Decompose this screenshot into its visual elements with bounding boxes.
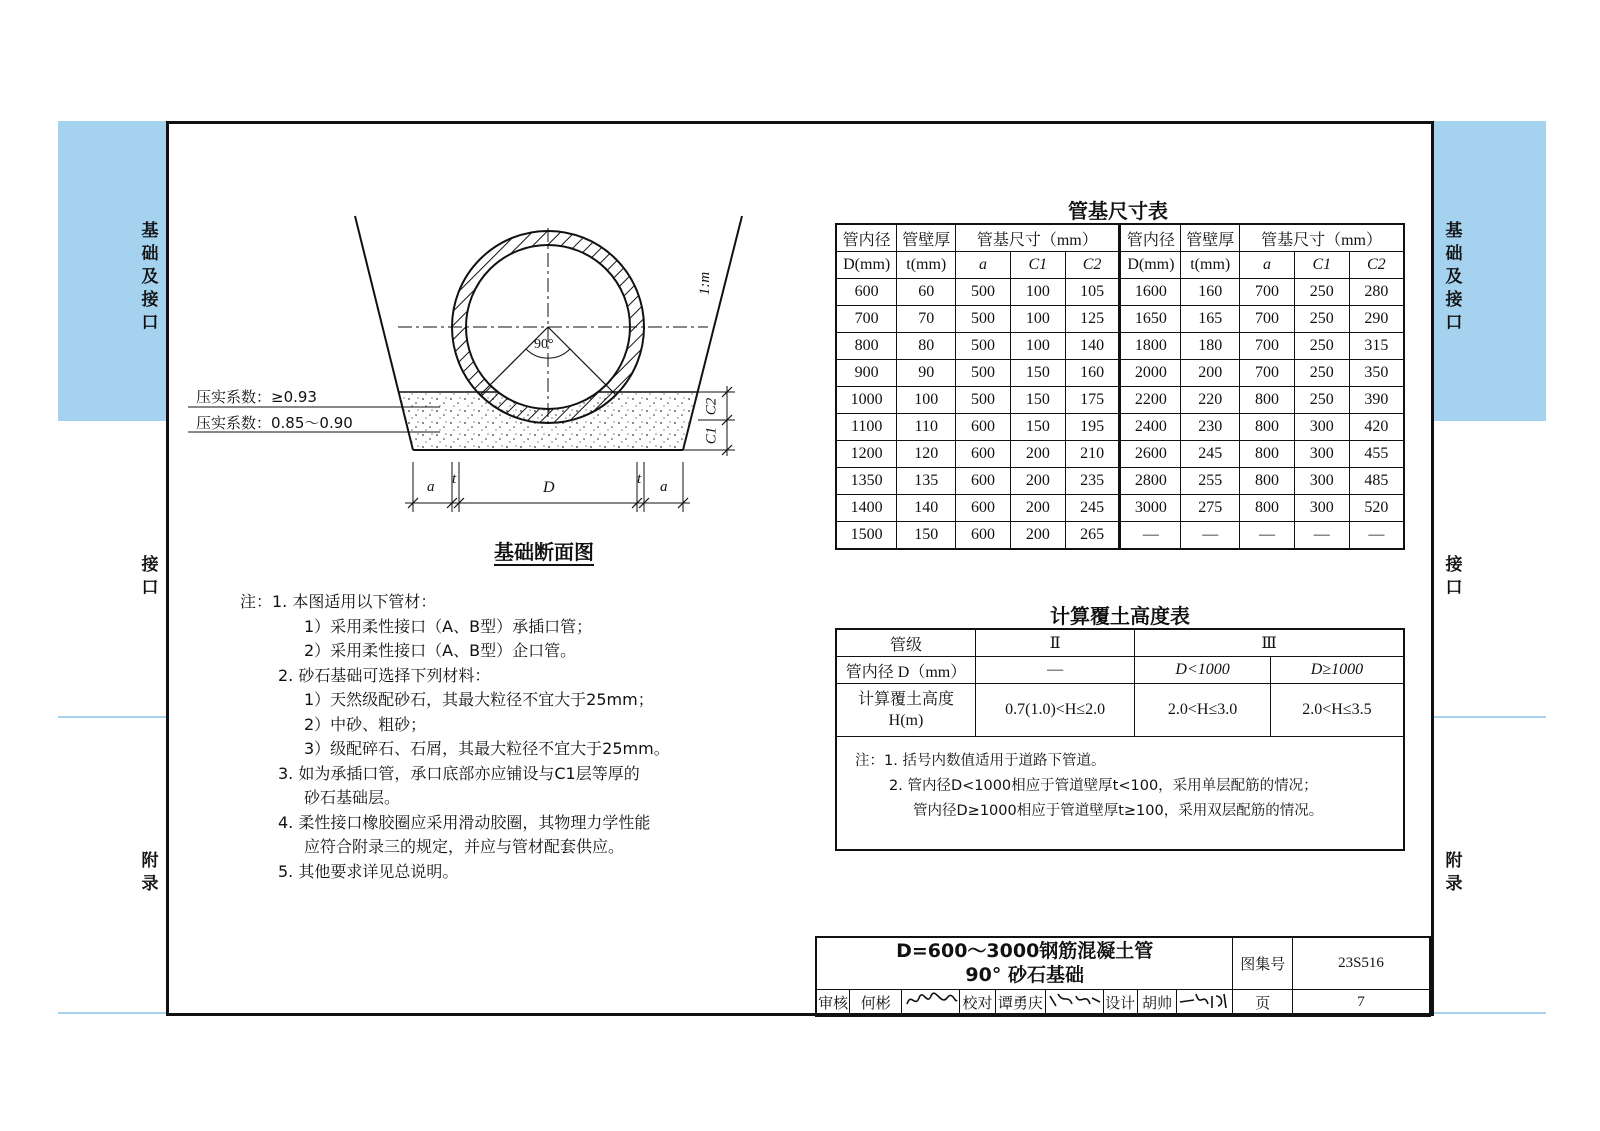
table-cell: 1800 [1120, 333, 1181, 360]
right-tab-appendix-label: 附 录 [1445, 851, 1463, 894]
table-cell: 125 [1065, 306, 1120, 333]
left-tab-appendix[interactable] [140, 850, 160, 896]
t2-d-lt-1000: D<1000 [1135, 657, 1271, 684]
table-cell: — [1349, 522, 1404, 550]
table-cell: 315 [1349, 333, 1404, 360]
table-cell: 1400 [836, 495, 897, 522]
t2-d-ge-1000: D≥1000 [1270, 657, 1404, 684]
table-cell: 300 [1294, 495, 1349, 522]
table-cell: 1500 [836, 522, 897, 550]
left-tab-appendix-label: 附 录 [141, 851, 159, 894]
th-c2: C2 [1065, 252, 1120, 279]
base-size-table-body [836, 279, 1404, 550]
t2-h-label-1: 计算覆土高度 [857, 691, 954, 708]
table-cell: 165 [1181, 306, 1240, 333]
note-line: 3. 如为承插口管，承口底部亦应铺设与C1层等厚的 [278, 763, 640, 783]
table-cell: 800 [1240, 495, 1295, 522]
table-cell: 700 [1240, 279, 1295, 306]
table-cell: 2600 [1120, 441, 1181, 468]
table-cell: 220 [1181, 387, 1240, 414]
dim-a-left: a [427, 479, 435, 495]
table-cell: 105 [1065, 279, 1120, 306]
table-cell: 180 [1181, 333, 1240, 360]
th-c2: C2 [1349, 252, 1404, 279]
t2-grade-ii: Ⅱ [975, 629, 1134, 657]
table-cell: 210 [1065, 441, 1120, 468]
table-cell: 2000 [1120, 360, 1181, 387]
table-cell: 245 [1181, 441, 1240, 468]
note-line: 1）天然级配砂石，其最大粒径不宜大于25mm； [304, 690, 654, 709]
table-cell: 300 [1294, 414, 1349, 441]
table-cell: 700 [1240, 333, 1295, 360]
note-line: 2）中砂、粗砂； [304, 714, 427, 734]
t2-h-label-2: H(m) [888, 712, 924, 729]
table-row [836, 441, 1404, 468]
note-line: 3）级配碎石、石屑，其最大粒径不宜大于25mm。 [304, 739, 670, 758]
table-cell: 300 [1294, 441, 1349, 468]
table-cell: 300 [1294, 468, 1349, 495]
review-label: 审核 [816, 989, 850, 1016]
table-cell: 500 [956, 306, 1011, 333]
th-base: 管基尺寸（mm） [1240, 224, 1404, 252]
table-cell: — [1181, 522, 1240, 550]
table-cell: 265 [1065, 522, 1120, 550]
title-block [815, 936, 1431, 1017]
designer-signature [1177, 989, 1233, 1016]
table-cell: 280 [1349, 279, 1404, 306]
table-cell: 100 [1010, 279, 1065, 306]
table-cell: 200 [1010, 441, 1065, 468]
table-cell: 2400 [1120, 414, 1181, 441]
section-title: 基础断面图 [494, 540, 594, 564]
th-base: 管基尺寸（mm） [956, 224, 1120, 252]
table-cell: 500 [956, 360, 1011, 387]
checker-name: 谭勇庆 [995, 989, 1045, 1016]
table-cell: 800 [1240, 468, 1295, 495]
th-t: 管壁厚 [1181, 224, 1240, 252]
table-cell: 140 [897, 495, 956, 522]
th-a: a [1240, 252, 1295, 279]
table-cell: 250 [1294, 387, 1349, 414]
dim-t-left: t [452, 471, 457, 487]
cover-height-table [835, 628, 1405, 851]
note-line: 砂石基础层。 [304, 788, 401, 807]
table-cell: 195 [1065, 414, 1120, 441]
table-cell: 700 [1240, 306, 1295, 333]
left-divider-2 [58, 1012, 166, 1014]
table-cell: 600 [956, 468, 1011, 495]
base-size-table [835, 223, 1405, 550]
left-notes [240, 590, 670, 884]
table-cell: 1350 [836, 468, 897, 495]
table2-title: 计算覆土高度表 [1050, 604, 1190, 628]
table-cell: 2800 [1120, 468, 1181, 495]
compaction-label-upper: 压实系数：≥0.93 [196, 388, 317, 406]
table-cell: — [1120, 522, 1181, 550]
right-tab-joint[interactable] [1444, 554, 1464, 600]
table-cell: 600 [956, 495, 1011, 522]
table-cell: 1000 [836, 387, 897, 414]
th-d: 管内径 [836, 224, 897, 252]
page-number: 7 [1293, 989, 1430, 1016]
right-tab-joint-label: 接 口 [1445, 555, 1463, 598]
t2-grade-iii: Ⅲ [1135, 629, 1404, 657]
table-cell: 250 [1294, 360, 1349, 387]
table-cell: 1650 [1120, 306, 1181, 333]
t2-d-label: 管内径 D（mm） [836, 657, 975, 684]
t2-note-line: 注：1. 括号内数值适用于道路下管道。 [855, 753, 1106, 769]
table-cell: 500 [956, 279, 1011, 306]
table-cell: 200 [1010, 468, 1065, 495]
table-cell: 120 [897, 441, 956, 468]
th-t-unit: t(mm) [1181, 252, 1240, 279]
table-cell: 2200 [1120, 387, 1181, 414]
table-cell: 3000 [1120, 495, 1181, 522]
note-line: 4. 柔性接口橡胶圈应采用滑动胶圈，其物理力学性能 [278, 812, 651, 832]
t2-h-label [836, 684, 975, 737]
dim-t-right: t [637, 471, 642, 487]
drawing-title-cell [816, 937, 1233, 989]
note-line: 应符合附录三的规定，并应与管材配套供应。 [304, 837, 625, 856]
drawing-title-2: 90° 砂石基础 [965, 964, 1084, 987]
th-t-unit: t(mm) [897, 252, 956, 279]
table-row [836, 468, 1404, 495]
table-cell: 900 [836, 360, 897, 387]
table-cell: 1200 [836, 441, 897, 468]
table-cell: 100 [897, 387, 956, 414]
th-t: 管壁厚 [897, 224, 956, 252]
table-cell: 520 [1349, 495, 1404, 522]
th-d-unit: D(mm) [1120, 252, 1181, 279]
table-cell: 800 [1240, 441, 1295, 468]
table-row [836, 279, 1404, 306]
table-cell: 80 [897, 333, 956, 360]
slope-label: 1:m [697, 271, 714, 296]
th-d-unit: D(mm) [836, 252, 897, 279]
table-row [836, 522, 1404, 550]
table-cell: 250 [1294, 333, 1349, 360]
table-cell: 245 [1065, 495, 1120, 522]
table-cell: 455 [1349, 441, 1404, 468]
note-line: 5. 其他要求详见总说明。 [278, 861, 459, 881]
table-row [836, 306, 1404, 333]
right-divider-1 [1434, 716, 1546, 718]
table-cell: 135 [897, 468, 956, 495]
table-cell: 175 [1065, 387, 1120, 414]
table-cell: 200 [1010, 495, 1065, 522]
table-cell: 150 [1010, 414, 1065, 441]
t2-h-iii-a: 2.0<H≤3.0 [1135, 684, 1271, 737]
t2-grade-label: 管级 [836, 629, 975, 657]
check-label: 校对 [960, 989, 996, 1016]
t2-notes-cell [836, 737, 1404, 851]
t2-h-ii: 0.7(1.0)<H≤2.0 [975, 684, 1134, 737]
table-cell: 200 [1181, 360, 1240, 387]
dim-a-right: a [660, 479, 668, 495]
table-row [836, 387, 1404, 414]
right-tab-foundation[interactable] [1444, 220, 1464, 335]
table-cell: 200 [1010, 522, 1065, 550]
angle-label: 90° [534, 337, 554, 352]
c2-label: C2 [703, 397, 720, 416]
table-row [836, 333, 1404, 360]
th-c1: C1 [1294, 252, 1349, 279]
table-cell: 150 [897, 522, 956, 550]
table-cell: 100 [1010, 306, 1065, 333]
c1-label: C1 [703, 426, 720, 445]
table-cell: 350 [1349, 360, 1404, 387]
left-tab-joint-label: 接 口 [141, 555, 159, 598]
atlas-label: 图集号 [1233, 937, 1293, 989]
table-cell: 485 [1349, 468, 1404, 495]
note-line: 2）采用柔性接口（A、B型）企口管。 [304, 641, 577, 660]
designer-name: 胡帅 [1137, 989, 1177, 1016]
table-cell: 250 [1294, 279, 1349, 306]
table-cell: 160 [1065, 360, 1120, 387]
table-cell: 500 [956, 387, 1011, 414]
drawing-title-1: D=600～3000钢筋混凝土管 [896, 940, 1154, 963]
right-divider-2 [1434, 1012, 1546, 1014]
table-cell: 600 [956, 522, 1011, 550]
table-cell: 150 [1010, 360, 1065, 387]
atlas-number: 23S516 [1293, 937, 1430, 989]
table1-title: 管基尺寸表 [1068, 199, 1168, 223]
table-cell: 700 [836, 306, 897, 333]
table-cell: 420 [1349, 414, 1404, 441]
table-cell: 100 [1010, 333, 1065, 360]
th-d: 管内径 [1120, 224, 1181, 252]
reviewer-name: 何彬 [850, 989, 902, 1016]
table-cell: 290 [1349, 306, 1404, 333]
t2-h-iii-b: 2.0<H≤3.5 [1270, 684, 1404, 737]
table-cell: 255 [1181, 468, 1240, 495]
compaction-label-lower: 压实系数：0.85～0.90 [196, 414, 353, 432]
table-cell: 800 [1240, 387, 1295, 414]
th-a: a [956, 252, 1011, 279]
left-tab-joint[interactable] [140, 554, 160, 600]
right-tab-foundation-label: 基 础 及 接 口 [1445, 221, 1463, 333]
table-cell: 70 [897, 306, 956, 333]
table-cell: 250 [1294, 306, 1349, 333]
th-c1: C1 [1010, 252, 1065, 279]
table-cell: — [1294, 522, 1349, 550]
note-line: 1）采用柔性接口（A、B型）承插口管； [304, 616, 593, 636]
table-cell: 275 [1181, 495, 1240, 522]
table-row [836, 360, 1404, 387]
table-cell: 600 [956, 414, 1011, 441]
table-cell: 235 [1065, 468, 1120, 495]
table-cell: 700 [1240, 360, 1295, 387]
left-tab-foundation[interactable] [140, 220, 160, 335]
left-divider-1 [58, 716, 166, 718]
table-row [836, 414, 1404, 441]
checker-signature [1045, 989, 1103, 1016]
table-cell: 600 [956, 441, 1011, 468]
note-line: 注：1. 本图适用以下管材： [240, 592, 437, 611]
right-tab-appendix[interactable] [1444, 850, 1464, 896]
table-cell: 800 [1240, 414, 1295, 441]
table-cell: 60 [897, 279, 956, 306]
note-line: 2. 砂石基础可选择下列材料： [278, 665, 491, 685]
table-cell: 390 [1349, 387, 1404, 414]
t2-note-line: 2. 管内径D<1000相应于管道壁厚t<100，采用单层配筋的情况； [889, 778, 1318, 794]
table-cell: 1100 [836, 414, 897, 441]
table-cell: — [1240, 522, 1295, 550]
table-cell: 110 [897, 414, 956, 441]
foundation-section-drawing [180, 200, 750, 520]
reviewer-signature [902, 989, 960, 1016]
page-label: 页 [1233, 989, 1293, 1016]
table-cell: 160 [1181, 279, 1240, 306]
table-cell: 230 [1181, 414, 1240, 441]
table-row [836, 495, 1404, 522]
table-cell: 140 [1065, 333, 1120, 360]
table-cell: 1600 [1120, 279, 1181, 306]
table-cell: 150 [1010, 387, 1065, 414]
dim-D: D [543, 479, 555, 496]
t2-d-ii: — [975, 657, 1134, 684]
table-cell: 600 [836, 279, 897, 306]
left-tab-foundation-label: 基 础 及 接 口 [141, 221, 159, 333]
table-cell: 800 [836, 333, 897, 360]
table-cell: 500 [956, 333, 1011, 360]
design-label: 设计 [1103, 989, 1137, 1016]
t2-note-line: 管内径D≥1000相应于管道壁厚t≥100，采用双层配筋的情况。 [913, 803, 1324, 819]
table-cell: 90 [897, 360, 956, 387]
